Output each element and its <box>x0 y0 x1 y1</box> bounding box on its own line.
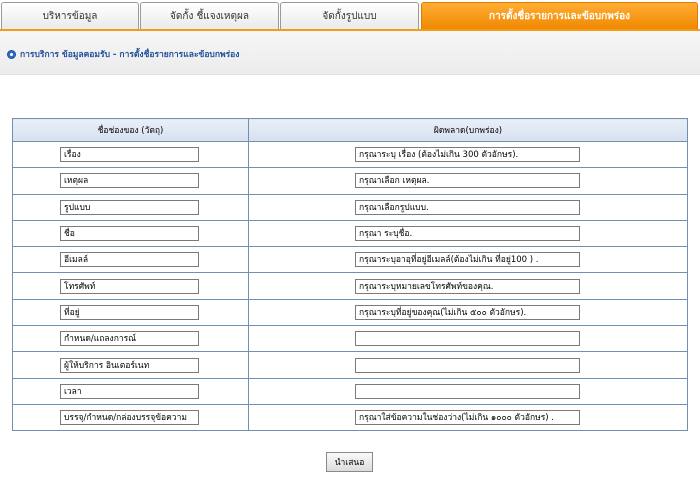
error-message-input[interactable]: กรุณาเลือกรูปแบบ. <box>355 200 580 215</box>
table-row <box>13 273 688 299</box>
field-name-input[interactable]: ชื่อ <box>60 226 199 241</box>
column-header-field-name: ชื่อช่องของ (วัตถุ) <box>13 119 249 142</box>
column-header-error: ผิดพลาด(บกพร่อง) <box>249 119 688 142</box>
field-name-input[interactable]: ผู้ให้บริการ อินเตอร์เนท <box>60 358 199 373</box>
error-message-input[interactable]: กรุณา ระบุชื่อ. <box>355 226 580 241</box>
field-name-input[interactable]: รูปแบบ <box>60 200 199 215</box>
submit-button[interactable]: นำเสนอ <box>326 452 373 472</box>
error-message-input[interactable] <box>355 384 580 399</box>
table-row <box>13 220 688 246</box>
error-message-input[interactable]: กรุณาระบุ เรื่อง (ต้องไม่เกิน 300 ตัวอักษร). <box>355 147 580 162</box>
bullet-icon <box>7 50 16 59</box>
error-message-input[interactable]: กรุณาระบุหมายเลขโทรศัพท์ของคุณ. <box>355 279 580 294</box>
breadcrumb-label: การบริการ ข้อมูลคอมรับ - การตั้งชื่อรายการและข้อบกพร่อง <box>20 50 240 60</box>
table-header-row <box>13 119 688 142</box>
field-name-input[interactable]: อีเมลล์ <box>60 252 199 267</box>
table-row <box>13 378 688 404</box>
table-row <box>13 326 688 352</box>
table-row <box>13 194 688 220</box>
table-row <box>13 168 688 194</box>
tab-bar <box>0 0 700 30</box>
field-name-input[interactable]: ที่อยู่ <box>60 305 199 320</box>
error-message-input[interactable]: กรุณาระบุที่อยู่ของคุณ(ไม่เกิน ๕๐๐ ตัวอักษร). <box>355 305 580 320</box>
error-message-input[interactable]: กรุณาใส่ข้อความในช่องว่าง(ไม่เกิน ๑๐๐๐ ตัวอักษร) . <box>355 410 580 425</box>
error-message-input[interactable]: กรุณาเลือก เหตุผล. <box>355 173 580 188</box>
tab-format[interactable]: จัดกั้งรูปแบบ <box>280 2 419 30</box>
error-message-input[interactable] <box>355 331 580 346</box>
field-name-input[interactable]: เหตุผล <box>60 173 199 188</box>
error-message-input[interactable] <box>355 358 580 373</box>
field-error-table <box>12 118 688 431</box>
header-band <box>0 31 700 75</box>
field-name-input[interactable]: โทรศัพท์ <box>60 279 199 294</box>
table-row <box>13 404 688 430</box>
error-message-input[interactable]: กรุณาระบุอาอุที่อยู่อีเมลล์(ต้องไม่เกิน ที่อยู่100 ) . <box>355 252 580 267</box>
table-row <box>13 142 688 168</box>
field-name-input[interactable]: กำหนด/แถลงการณ์ <box>60 331 199 346</box>
tab-manage-data[interactable]: บริหารข้อมูล <box>1 2 139 30</box>
field-name-input[interactable]: เรื่อง <box>60 147 199 162</box>
tab-explain-reasons[interactable]: จัดกั้ง ชี้แจงเหตุผล <box>140 2 279 30</box>
table-row <box>13 352 688 378</box>
table-row <box>13 299 688 325</box>
table-row <box>13 247 688 273</box>
breadcrumb <box>7 47 239 61</box>
field-name-input[interactable]: เวลา <box>60 384 199 399</box>
tab-naming-defects[interactable]: การตั้งชื่อรายการและข้อบกพร่อง <box>421 2 698 30</box>
field-name-input[interactable]: บรรจุ/กำหนด/กล่องบรรจุข้อความ <box>60 410 199 425</box>
